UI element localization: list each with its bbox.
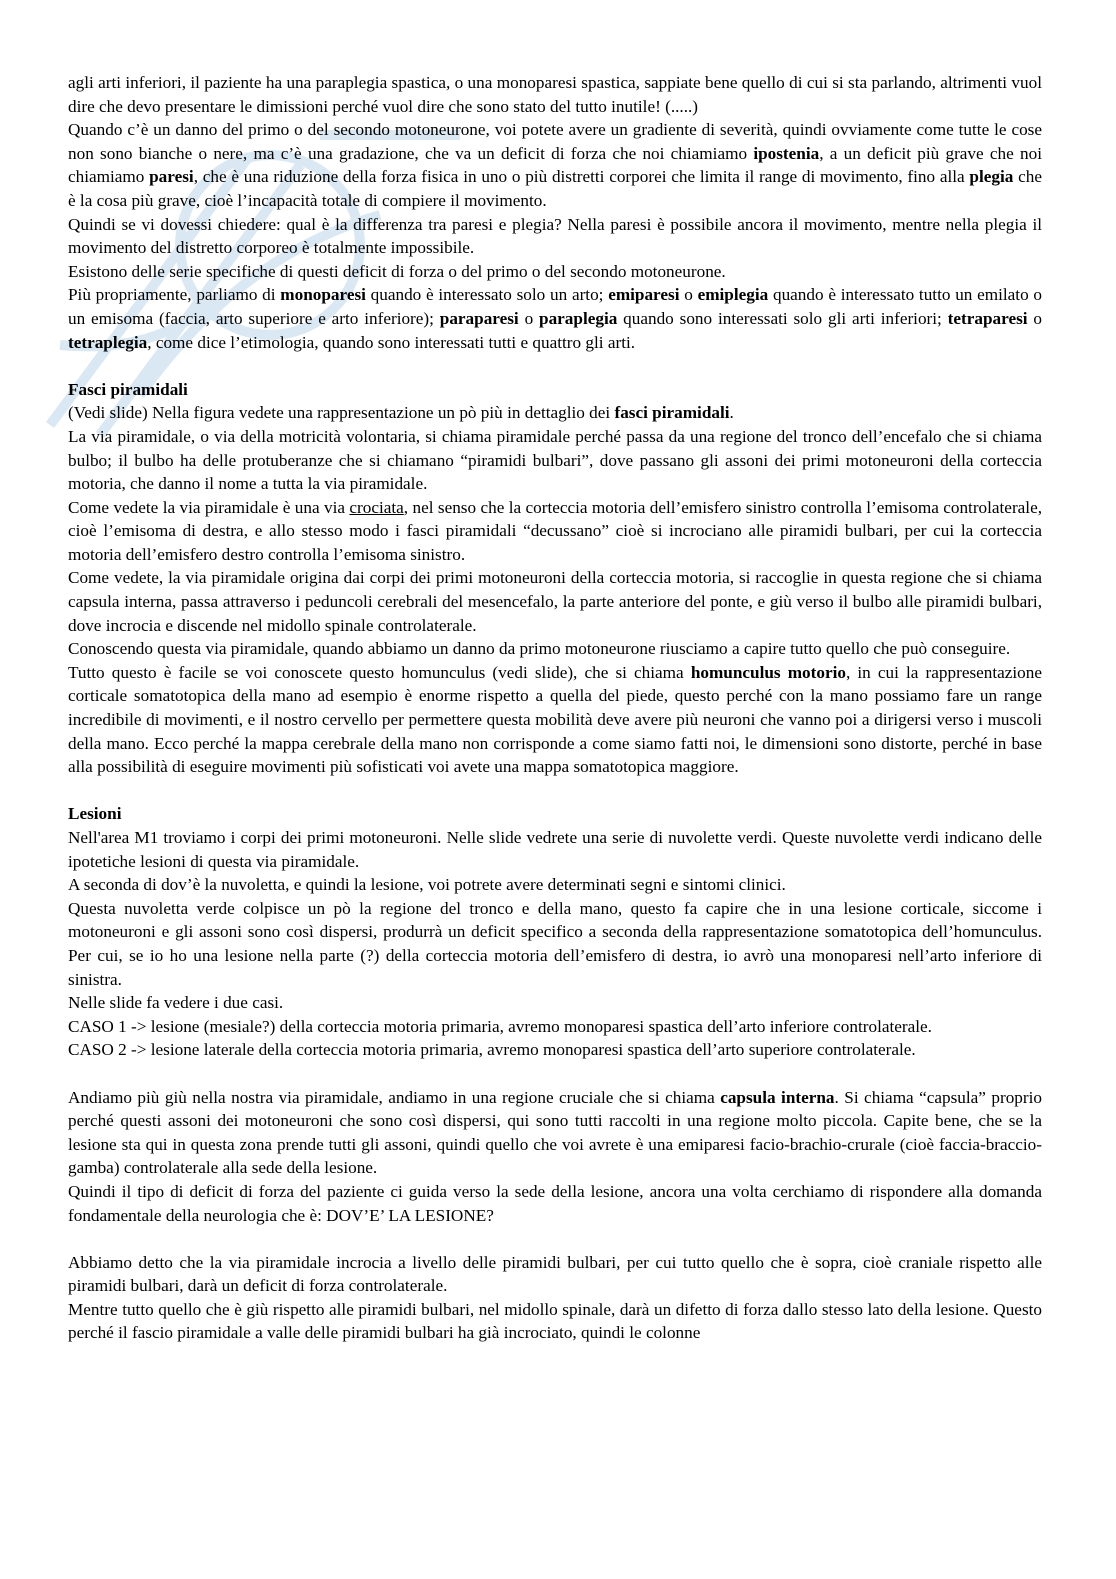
paragraph: Abbiamo detto che la via piramidale incrocia a livello delle piramidi bulbari, per cui tutto quello che è sopra, cioè craniale rispetto alle piramidi bulbari, darà un deficit di forza controlaterale. <box>68 1252 1042 1296</box>
term: fasci piramidali <box>614 403 730 423</box>
paragraph: Quindi il tipo di deficit di forza del paziente ci guida verso la sede della lesione, ancora una volta cerchiamo di rispondere alla domanda fondamentale della neurologia che è: DOV’E’ LA LESIONE? <box>68 1181 1042 1225</box>
term: homunculus motorio <box>690 662 846 682</box>
term-paresi: paresi <box>149 167 194 187</box>
paragraph: (Vedi slide) Nella figura vedete una rappresentazione un pò più in dettaglio dei fasci piramidali. <box>68 403 734 423</box>
term: paraparesi <box>439 308 519 328</box>
paragraph: CASO 1 -> lesione (mesiale?) della corteccia motoria primaria, avremo monoparesi spastica dell’arto inferiore controlaterale. <box>68 1016 932 1036</box>
paragraph: agli arti inferiori, il paziente ha una paraplegia spastica, o una monoparesi spastica, sappiate bene quello di cui si sta parlando, altrimenti vuol dire che devo presentare le dimissioni perché vuol dire che sono stato del tutto inutile! (.....) <box>68 73 1042 116</box>
term-ipostenia: ipostenia <box>753 143 820 163</box>
paragraph: Nell'area M1 troviamo i corpi dei primi motoneuroni. Nelle slide vedrete una serie di nuvolette verdi. Queste nuvolette verdi indicano delle ipotetiche lesioni di questa via piramidale. <box>68 828 1042 871</box>
paragraph: La via piramidale, o via della motricità volontaria, si chiama piramidale perché passa da una regione del tronco dell’encefalo che si chiama bulbo; il bulbo ha delle protuberanze che si chiamano “piramidi bulbari”, dove passano gli assoni dei primi motoneuroni della corteccia motoria, che danno il nome a tutta la via piramidale. <box>68 426 1042 494</box>
term-plegia: plegia <box>969 167 1014 187</box>
paragraph: Come vedete la via piramidale è una via crociata, nel senso che la corteccia motoria dell’emisfero sinistro controlla l’emisoma controlaterale, cioè l’emisoma di destra, e allo stesso modo i fasci piramidali “decussano” cioè si incrociano alle piramidi bulbari, per cui la corteccia motoria dell’emisfero destro controlla l’emisoma sinistro. <box>68 497 1042 564</box>
section-heading-fasci-piramidali: Fasci piramidali <box>68 379 188 399</box>
paragraph: Conoscendo questa via piramidale, quando abbiamo un danno da primo motoneurone riusciamo a capire tutto quello che può conseguire. <box>68 639 1011 659</box>
paragraph: Più propriamente, parliamo di monoparesi quando è interessato solo un arto; emiparesi o emiplegia quando è interessato tutto un emilato o un emisoma (faccia, arto superiore e arto inferiore); paraparesi o paraplegia quando sono interessati solo gli arti inferiori; tetraparesi o tetraplegia, come dice l’etimologia, quando sono interessati tutti e quattro gli arti. <box>68 285 1043 352</box>
paragraph: Quindi se vi dovessi chiedere: qual è la differenza tra paresi e plegia? Nella paresi è possibile ancora il movimento, mentre nella plegia il movimento del distretto corporeo è totalmente impossibile. <box>68 214 1042 258</box>
term: emiplegia <box>697 285 769 305</box>
paragraph: Mentre tutto quello che è giù rispetto alle piramidi bulbari, nel midollo spinale, darà un difetto di forza dallo stesso lato della lesione. Questo perché il fascio piramidale a valle delle piramidi bulbari ha già incrociato, quindi le colonne <box>68 1299 1042 1343</box>
paragraph: Nelle slide fa vedere i due casi. <box>68 993 284 1013</box>
term: paraplegia <box>539 308 618 328</box>
term: tetraparesi <box>947 308 1028 328</box>
paragraph: Andiamo più giù nella nostra via piramidale, andiamo in una regione cruciale che si chiama capsula interna. Si chiama “capsula” proprio perché questi assoni dei motoneuroni che sono così dispersi, qui sono tutti raccolti in una regione molto piccola. Capite bene, che se la lesione sta qui in questa zona prende tutti gli assoni, quindi quello che voi avrete è una emiparesi facio-brachio-crurale (cioè faccia-braccio-gamba) controlaterale alla sede della lesione. <box>68 1087 1042 1178</box>
paragraph: A seconda di dov’è la nuvoletta, e quindi la lesione, voi potrete avere determinati segni e sintomi clinici. <box>68 875 786 895</box>
section-heading-lesioni: Lesioni <box>68 804 122 824</box>
paragraph: Quando c’è un danno del primo o del secondo motoneurone, voi potete avere un gradiente di severità, quindi ovviamente come tutte le cose non sono bianche o nere, ma c’è una gradazione, che va un deficit di forza che noi chiamiamo ipostenia, a un deficit più grave che noi chiamiamo paresi, che è una riduzione della forza fisica in uno o più distretti corporei che limita il range di movimento, fino alla plegia che è la cosa più grave, cioè l’incapacità totale di compiere il movimento. <box>68 120 1042 210</box>
term: tetraplegia <box>68 332 148 352</box>
paragraph: Tutto questo è facile se voi conoscete questo homunculus (vedi slide), che si chiama homunculus motorio, in cui la rappresentazione corticale somatotopica della mano ad esempio è enorme rispetto a quella del piede, questo perché con la mano possiamo fare un range incredibile di movimenti, e il nostro cervello per permettere questa mobilità deve avere più neuroni che vanno poi a dirigersi verso i muscoli della mano. Ecco perché la mappa cerebrale della mano non corrisponde a come siamo fatti noi, le dimensioni sono distorte, perché in base alla possibilità di eseguire movimenti più sofisticati voi avete una mappa somatotopica maggiore. <box>68 662 1042 777</box>
paragraph: CASO 2 -> lesione laterale della corteccia motoria primaria, avremo monoparesi spastica dell’arto superiore controlaterale. <box>68 1040 916 1060</box>
paragraph: Questa nuvoletta verde colpisce un pò la regione del tronco e della mano, questo fa capire che in una lesione corticale, siccome i motoneuroni e gli assoni sono così dispersi, produrrà un deficit specifico a seconda della rappresentazione somatotopica dell’homunculus. Per cui, se io ho una lesione nella parte (?) della corteccia motoria dell’emisfero di destra, io avrò una monoparesi nell’arto inferiore di sinistra. <box>68 898 1042 989</box>
term: monoparesi <box>280 285 366 305</box>
paragraph: Esistono delle serie specifiche di questi deficit di forza o del primo o del secondo motoneurone. <box>68 261 726 281</box>
term: emiparesi <box>608 285 680 305</box>
paragraph: Come vedete, la via piramidale origina dai corpi dei primi motoneuroni della corteccia motoria, si raccoglie in questa regione che si chiama capsula interna, passa attraverso i peduncoli cerebrali del mesencefalo, la parte anteriore del ponte, e giù verso il bulbo alle piramidi bulbari, dove incrocia e discende nel midollo spinale controlaterale. <box>68 568 1042 635</box>
document-page <box>68 71 1042 1345</box>
underlined-term: crociata <box>349 497 404 517</box>
term: capsula interna <box>720 1087 835 1107</box>
